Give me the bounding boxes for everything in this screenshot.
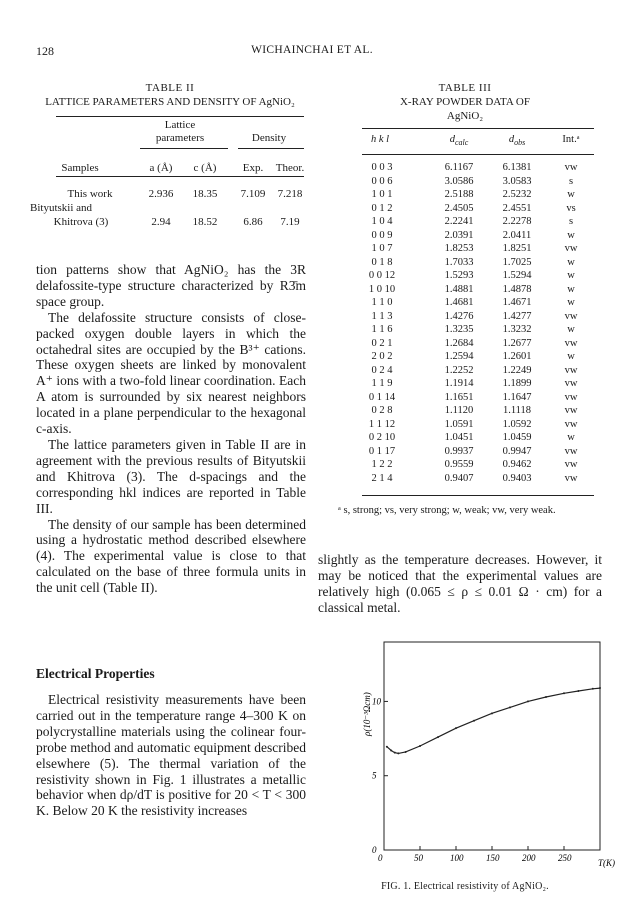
table-row	[330, 459, 600, 473]
table3-cell-dobs: 1.5294	[502, 270, 532, 281]
table2-col-theor: Theor.	[275, 162, 305, 174]
table3-cell-int: w	[567, 324, 575, 335]
section-paragraph: Electrical resistivity measurements have been carried out in the temperature range 4–300 K on polycrystalline materials using the colinear four-probe method and automatic equipment described elsewhere (5). The thermal variation of the resistivity shown in Fig. 1 illustrates a metallic behavior when dρ/dT is positive for 20 < T < 300 K. Below 20 K the resistivity increases	[36, 692, 306, 819]
table3-cell-dcalc: 3.0586	[444, 175, 474, 187]
table-row	[330, 243, 600, 257]
data-point	[405, 751, 407, 753]
table3-cell-dcalc: 6.1167	[444, 162, 474, 173]
table3-top-rule	[362, 128, 594, 129]
table3-cell-int: w	[567, 189, 575, 200]
table3-col-dobs: $d_{obs}$	[508, 134, 526, 148]
table3-cell-dobs: 1.4277	[502, 310, 532, 322]
table3-cell-hkl: 1 1 6	[371, 324, 393, 335]
table3-cell-dcalc: 1.1914	[444, 378, 474, 389]
table3-cell-hkl: 1 1 0	[371, 297, 393, 308]
table3-cell-dcalc: 2.2241	[444, 216, 474, 227]
right-paragraph: slightly as the temperature decreases. However, it may be noticed that the experimental values are relatively high (0.065 ≤ ρ ≤ 0.01 Ω · cm) for a classical metal.	[318, 552, 602, 615]
data-point	[545, 696, 547, 698]
table3-cell-hkl: 1 0 4	[371, 216, 393, 227]
table3-cell-hkl: 1 0 10	[368, 283, 396, 295]
running-head: WICHAINCHAI ET AL.	[251, 44, 373, 56]
table-row	[330, 378, 600, 392]
data-point	[390, 749, 392, 751]
table3-cell-int: w	[567, 270, 575, 281]
table-row	[330, 405, 600, 419]
table3-cell-hkl: 0 2 8	[371, 405, 393, 416]
x-tick-label: 250	[558, 853, 572, 863]
x-tick-label: 50	[414, 853, 423, 863]
table3-cell-dobs: 0.9947	[502, 445, 532, 457]
data-point	[509, 706, 511, 708]
table3-cell-hkl: 0 0 12	[368, 270, 396, 281]
table3-bottom-rule	[362, 495, 594, 496]
table3-cell-dobs: 1.2249	[502, 364, 532, 376]
table3-header-rule	[362, 154, 594, 155]
table-row	[330, 392, 600, 406]
table3-cell-dobs: 2.0411	[502, 229, 532, 241]
table2-title: TABLE II	[145, 82, 195, 94]
table3-cell-dcalc: 1.7033	[444, 256, 474, 268]
table3-cell-dcalc: 1.0591	[444, 418, 474, 430]
y-tick-label: 5	[372, 770, 377, 781]
table3-cell-hkl: 2 0 2	[371, 351, 393, 362]
x-tick-label: 150	[486, 853, 500, 863]
table3-footnote: ᵃ s, strong; vs, very strong; w, weak; vw, very weak.	[338, 505, 556, 516]
data-point	[394, 752, 396, 754]
table3-cell-hkl: 1 0 7	[371, 243, 393, 254]
table3-cell-dobs: 1.2677	[502, 337, 532, 349]
table3-cell-hkl: 2 1 4	[371, 472, 393, 484]
table3-cell-dcalc: 1.2252	[444, 364, 474, 376]
table2-cell-sample: This work	[67, 188, 113, 200]
section-heading: Electrical Properties	[36, 666, 155, 681]
table3-cell-dobs: 2.5232	[502, 189, 532, 200]
table3-cell-int: w	[567, 432, 575, 443]
table2-cell-theor: 7.19	[280, 216, 300, 228]
table3-cell-hkl: 0 2 10	[368, 432, 396, 443]
table3-cell-int: vw	[564, 378, 578, 389]
table2-cell-exp: 6.86	[243, 216, 263, 228]
data-point	[455, 727, 457, 729]
table-row	[330, 162, 600, 176]
table3-cell-dobs: 6.1381	[502, 162, 532, 173]
table2-cell-a: 2.94	[151, 216, 171, 228]
table3-col-int: Int.ᵃ	[562, 134, 580, 145]
table2-col-samples: Samples	[61, 162, 99, 174]
y-axis-label: ρ(10⁻³Ωcm)	[362, 692, 372, 736]
table-row	[330, 189, 600, 203]
resistivity-curve	[387, 688, 600, 753]
table3-cell-int: vw	[564, 472, 578, 484]
table3-cell-hkl: 0 1 17	[368, 445, 396, 457]
table3-cell-int: vw	[564, 459, 578, 470]
table3-cell-dcalc: 1.3235	[444, 324, 474, 335]
table3-cell-int: s	[568, 216, 574, 227]
table3-col-hkl: h k l	[370, 134, 390, 145]
paragraph: tion patterns show that AgNiO₂ has the 3R delafossite-type structure characterized by R3̄m space group.	[36, 262, 306, 309]
table3-title: TABLE III	[438, 82, 492, 94]
table-row	[330, 419, 600, 433]
table3-cell-int: vw	[564, 405, 578, 416]
x-tick-label: 0	[378, 853, 383, 863]
table3-cell-dobs: 1.8251	[502, 243, 532, 254]
table3-cell-hkl: 0 2 1	[371, 337, 393, 349]
table-row	[330, 176, 600, 190]
table3-cell-hkl: 1 2 2	[371, 459, 393, 470]
y-tick-label: 10	[372, 696, 381, 707]
table2-cell-sample: Khitrova (3)	[53, 216, 109, 228]
table3-cell-hkl: 1 1 9	[371, 378, 393, 389]
page-number: 128	[36, 44, 54, 58]
table3-cell-dcalc: 1.5293	[444, 270, 474, 281]
table2-cell-a: 2.936	[148, 188, 174, 200]
paragraph: The lattice parameters given in Table II are in agreement with the previous results of Bityutskii and Khitrova (3). The d-spacings and the corresponding hkl indices are reported in Table III.	[36, 436, 306, 516]
data-point	[386, 746, 388, 748]
table2-cell-theor: 7.218	[277, 188, 303, 200]
table2-col-a: a (Å)	[149, 162, 173, 174]
table3-cell-int: vw	[564, 243, 578, 254]
data-point	[473, 720, 475, 722]
table3-cell-dobs: 1.1647	[502, 391, 532, 403]
table2-group-lattice2: parameters	[155, 132, 205, 144]
table3-cell-dcalc: 1.4681	[444, 297, 474, 308]
table3-cell-hkl: 0 1 2	[371, 202, 393, 214]
table2-top-rule	[56, 116, 304, 117]
data-point	[527, 700, 529, 702]
table-row	[330, 203, 600, 217]
table2-group-density: Density	[251, 132, 287, 144]
table3-cell-dcalc: 1.1651	[444, 391, 474, 403]
table3-cell-hkl: 1 1 12	[368, 418, 396, 430]
table3-header-row	[330, 134, 600, 148]
table3-cell-int: vw	[564, 337, 578, 349]
table3-cell-dcalc: 1.4276	[444, 310, 474, 322]
table3-cell-dcalc: 1.4881	[444, 283, 474, 295]
table3-cell-hkl: 0 1 8	[371, 256, 393, 268]
table3-cell-dcalc: 0.9559	[444, 459, 474, 470]
table3-cell-dcalc: 1.0451	[444, 432, 474, 443]
table3-cell-int: w	[567, 351, 575, 362]
table-row	[330, 351, 600, 365]
table3-caption: X-RAY POWDER DATA OF	[399, 96, 530, 108]
data-point	[592, 688, 594, 690]
table3-cell-dobs: 1.4671	[502, 297, 532, 308]
paragraph: The density of our sample has been determined using a hydrostatic method described elsewhere (4). The experimental value is close to that calculated on the base of three formula units in the unit cell (Table II).	[36, 516, 306, 596]
table2-col-exp: Exp.	[242, 162, 264, 174]
table2-density-rule	[238, 148, 304, 149]
table3-cell-dobs: 1.4878	[502, 283, 532, 295]
table3-cell-dcalc: 0.9407	[444, 472, 474, 484]
y-tick-label: 0	[372, 845, 377, 855]
table3-cell-int: vw	[564, 391, 578, 403]
x-tick-label: 100	[450, 853, 464, 863]
table-row	[330, 338, 600, 352]
table3-cell-dobs: 3.0583	[502, 175, 532, 187]
x-tick-label: 200	[522, 853, 536, 863]
table-row	[330, 311, 600, 325]
table3-cell-int: vw	[564, 310, 578, 322]
table3-cell-int: w	[567, 256, 575, 268]
table3-cell-hkl: 1 0 1	[371, 189, 393, 200]
table3-cell-int: vw	[564, 162, 578, 173]
table3-cell-int: vw	[564, 445, 578, 457]
table3-cell-hkl: 0 0 9	[371, 229, 393, 241]
table3-cell-dobs: 1.2601	[502, 351, 532, 362]
table2-cell-exp: 7.109	[240, 188, 266, 200]
data-point	[397, 752, 399, 754]
table2-col-c: c (Å)	[193, 162, 217, 174]
figure-caption: FIG. 1. Electrical resistivity of AgNiO₂.	[381, 881, 549, 892]
table-row	[330, 473, 600, 487]
data-point	[437, 736, 439, 738]
table3-cell-dobs: 2.4551	[502, 202, 532, 214]
table3-cell-hkl: 0 0 3	[371, 162, 393, 173]
table3-cell-int: vw	[564, 418, 578, 430]
table3-cell-dcalc: 2.0391	[444, 229, 474, 241]
table3-caption-formula: AgNiO₂	[446, 110, 484, 122]
table3-cell-int: vw	[564, 364, 578, 376]
table2-caption: LATTICE PARAMETERS AND DENSITY OF AgNiO₂	[45, 96, 295, 108]
table3-cell-int: vs	[566, 202, 576, 214]
table3-cell-dcalc: 2.4505	[444, 202, 474, 214]
table2-cell-c: 18.35	[192, 188, 218, 200]
data-point	[491, 712, 493, 714]
table3-cell-dobs: 1.7025	[502, 256, 532, 268]
table3-cell-int: w	[567, 297, 575, 308]
table3-cell-dcalc: 2.5188	[444, 189, 474, 200]
table3-cell-dobs: 2.2278	[502, 216, 532, 227]
table2-lattice-rule	[140, 148, 228, 149]
x-axis-label: T(K)	[598, 858, 616, 868]
table3-cell-hkl: 0 1 14	[368, 391, 396, 403]
resistivity-figure	[326, 636, 616, 876]
table3-cell-dobs: 1.0592	[502, 418, 532, 430]
table3-cell-dcalc: 1.1120	[444, 405, 474, 416]
table3-cell-dobs: 1.1118	[502, 405, 532, 416]
table3-cell-dcalc: 1.8253	[444, 243, 474, 254]
table-row	[330, 284, 600, 298]
table-row	[330, 216, 600, 230]
table3-cell-dobs: 0.9462	[502, 459, 532, 470]
table-row	[330, 365, 600, 379]
data-point	[563, 692, 565, 694]
data-point	[577, 690, 579, 692]
table2-cell-c: 18.52	[192, 216, 218, 228]
table3-cell-dobs: 0.9403	[502, 472, 532, 484]
table3-cell-dcalc: 0.9937	[444, 445, 474, 457]
table3-cell-dcalc: 1.2594	[444, 351, 474, 362]
table-row	[330, 432, 600, 446]
table3-cell-hkl: 1 1 3	[371, 310, 393, 322]
table2-header-rule	[56, 176, 304, 177]
table3-cell-dobs: 1.1899	[502, 378, 532, 389]
table3-cell-int: w	[567, 283, 575, 295]
table3-cell-hkl: 0 0 6	[371, 175, 393, 187]
data-point	[599, 687, 601, 689]
left-column	[36, 262, 306, 596]
table3-cell-hkl: 0 2 4	[371, 364, 393, 376]
table3-cell-int: w	[567, 229, 575, 241]
paragraph: The delafossite structure consists of close-packed oxygen double layers in which the octahedral sites are occupied by the B³⁺ cations. These oxygen sheets are linked by monovalent A⁺ ions with a two-fold linear coordination. Each A atom is surrounded by six nearest neighbors located in a plane perpendicular to the hexagonal c-axis.	[36, 309, 306, 437]
table2-group-lattice: Lattice	[164, 119, 196, 131]
table3-cell-int: s	[568, 175, 574, 187]
table-row	[330, 324, 600, 338]
table-row	[330, 446, 600, 460]
table-row	[330, 297, 600, 311]
table-row	[330, 230, 600, 244]
table-row	[330, 270, 600, 284]
data-point	[419, 745, 421, 747]
table3-cell-dobs: 1.0459	[502, 432, 532, 443]
plot-frame	[384, 642, 600, 850]
table-row	[330, 257, 600, 271]
table3-cell-dobs: 1.3232	[502, 324, 532, 335]
table3-cell-dcalc: 1.2684	[444, 337, 474, 349]
table3-col-dcalc: $d_{calc}$	[449, 134, 469, 148]
table2-cell-sample: Bityutskii and	[30, 202, 93, 214]
